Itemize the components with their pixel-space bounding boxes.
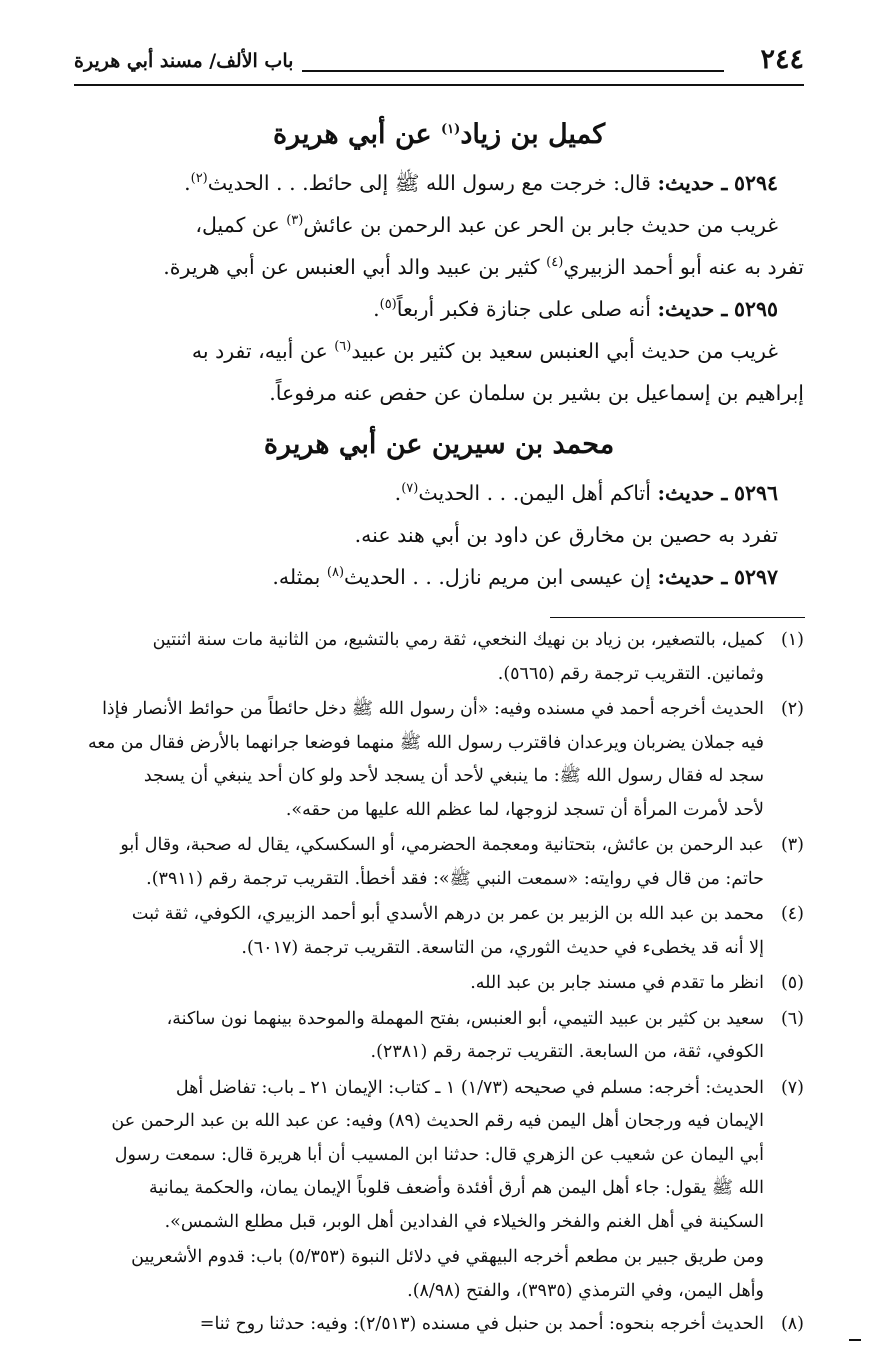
comment-text: كثير بن عبيد والد أبي العنبس عن أبي هريرة. bbox=[163, 255, 547, 279]
comment-text: تفرد به عنه أبو أحمد الزبيري bbox=[563, 255, 804, 279]
footnote-line: فيه جملان يضربان ويرعدان فاقترب رسول الله ﷺ منهما فوضعا جرانهما بالأرض فقال من معه bbox=[88, 732, 764, 753]
hadith-number: ٥٢٩٦ bbox=[733, 481, 778, 505]
hadith-5296-comment bbox=[74, 514, 804, 556]
hadith-keyword: ـ حديث: bbox=[657, 481, 728, 505]
hadith-keyword: ـ حديث: bbox=[657, 565, 728, 589]
footnote-ref[interactable]: (٢) bbox=[190, 171, 208, 187]
hadith-number: ٥٢٩٤ bbox=[733, 171, 778, 195]
main-text bbox=[74, 104, 804, 598]
hadith-keyword: ـ حديث: bbox=[657, 171, 728, 195]
footnote-mark: (٥) bbox=[780, 973, 804, 993]
hadith-5294-comment-cont bbox=[74, 246, 804, 288]
footnote-line: إلا أنه قد يخطىء في حديث الثوري، من التاسعة. التقريب ترجمة (٦٠١٧). bbox=[241, 937, 764, 958]
header-rule bbox=[74, 84, 804, 86]
hadith-5295-comment-cont bbox=[74, 372, 804, 414]
footnote-separator bbox=[550, 617, 805, 618]
footnote-line: الحديث أخرجه أحمد في مسنده وفيه: «أن رسول الله ﷺ دخل حائطاً من حوائط الأنصار فإذا bbox=[102, 699, 764, 719]
footnote-1 bbox=[74, 624, 804, 691]
footnote-line: الكوفي، ثقة، من السابعة. التقريب ترجمة رقم (٢٣٨١). bbox=[370, 1042, 764, 1062]
footnotes bbox=[74, 624, 804, 1344]
section-title-kumayl bbox=[74, 108, 804, 162]
footnote-ref[interactable]: (١) bbox=[441, 122, 461, 137]
footnote-mark: (٣) bbox=[780, 835, 804, 855]
hadith-end: . bbox=[184, 171, 191, 195]
footnote-ref[interactable]: (٨) bbox=[326, 565, 345, 581]
section-title-text: كميل بن زياد bbox=[460, 119, 606, 150]
hadith-5295-comment bbox=[74, 330, 804, 372]
hadith-5296 bbox=[74, 472, 804, 514]
footnote-7-continuation bbox=[74, 1241, 804, 1308]
footnote-4 bbox=[74, 898, 804, 965]
hadith-number: ٥٢٩٧ bbox=[733, 565, 778, 589]
footnote-5 bbox=[74, 967, 804, 1001]
hadith-end: . bbox=[373, 297, 380, 321]
comment-text: إبراهيم بن إسماعيل بن بشير بن سلمان عن حفص عنه مرفوعاً. bbox=[269, 381, 804, 405]
footnote-line: انظر ما تقدم في مسند جابر بن عبد الله. bbox=[470, 973, 764, 993]
footnote-line: ومن طريق جبير بن مطعم أخرجه البيهقي في دلائل النبوة (٥/٣٥٣) باب: قدوم الأشعريين bbox=[131, 1247, 764, 1267]
footnote-ref[interactable]: (٣) bbox=[286, 213, 304, 229]
hadith-text: إن عيسى ابن مريم نازل. . . الحديث bbox=[344, 565, 658, 589]
footnote-line: الإيمان فيه ورجحان أهل اليمن فيه رقم الحديث (٨٩) وفيه: عن عبد الله بن عبد الرحمن عن bbox=[111, 1111, 764, 1131]
hadith-end: . bbox=[394, 481, 402, 505]
footnote-6 bbox=[74, 1003, 804, 1070]
footnote-line: كميل، بالتصغير، بن زياد بن نهيك النخعي، ثقة رمي بالتشيع، من الثانية مات سنة اثنتين bbox=[152, 630, 764, 650]
footnote-ref[interactable]: (٤) bbox=[546, 255, 564, 271]
hadith-end: بمثله. bbox=[272, 565, 327, 589]
section-title-rest: عن أبي هريرة bbox=[272, 119, 442, 150]
footnote-mark: (٨) bbox=[780, 1314, 804, 1334]
footnote-mark: (٢) bbox=[780, 699, 804, 719]
comment-text: تفرد به حصين بن مخارق عن داود بن أبي هند عنه. bbox=[354, 523, 778, 547]
hadith-text: أنه صلى على جنازة فكبر أربعاً bbox=[396, 297, 658, 321]
footnote-mark: (٤) bbox=[780, 904, 804, 924]
corner-mark bbox=[849, 1339, 861, 1341]
footnote-mark: (١) bbox=[780, 630, 804, 650]
comment-text: غريب من حديث جابر بن الحر عن عبد الرحمن بن عائش bbox=[303, 213, 778, 237]
section-title-ibn-sirin: محمد بن سيرين عن أبي هريرة bbox=[263, 429, 615, 460]
footnote-mark: (٦) bbox=[780, 1008, 804, 1029]
footnote-line: وثمانين. التقريب ترجمة رقم (٥٦٦٥). bbox=[497, 663, 764, 684]
page-number: ٢٤٤ bbox=[760, 44, 804, 75]
footnote-line: حاتم: من قال في روايته: «سمعت النبي ﷺ»: فقد أخطأ. التقريب ترجمة رقم (٣٩١١). bbox=[146, 868, 764, 889]
hadith-5297 bbox=[74, 556, 804, 598]
hadith-text: قال: خرجت مع رسول الله ﷺ إلى حائط. . . الحديث bbox=[207, 171, 658, 195]
footnote-ref[interactable]: (٥) bbox=[379, 297, 397, 313]
footnote-3 bbox=[74, 829, 804, 896]
hadith-text: أتاكم أهل اليمن. . . الحديث bbox=[418, 481, 658, 505]
footnote-line: الحديث أخرجه بنحوه: أحمد بن حنبل في مسنده (٢/٥١٣): وفيه: حدثنا روح ثنا= bbox=[199, 1314, 764, 1334]
comment-text: غريب من حديث أبي العنبس سعيد بن كثير بن عبيد bbox=[351, 339, 778, 363]
page-header bbox=[74, 40, 804, 86]
footnote-line: وأهل اليمن، وفي الترمذي (٣٩٣٥)، والفتح (٨/٩٨). bbox=[407, 1280, 764, 1301]
footnote-ref[interactable]: (٧) bbox=[401, 481, 419, 497]
header-dash bbox=[302, 70, 724, 72]
footnote-ref[interactable]: (٦) bbox=[334, 339, 352, 355]
footnote-line: السكينة في أهل الغنم والفخر والخيلاء في الفدادين أهل الوبر، قبل مطلع الشمس». bbox=[164, 1211, 764, 1232]
running-title: باب الألف/ مسند أبي هريرة bbox=[74, 50, 294, 72]
footnote-line: لأحد لأمرت المرأة أن تسجد لزوجها، لما عظم الله عليها من حقه». bbox=[285, 799, 764, 820]
hadith-number: ٥٢٩٥ bbox=[733, 297, 778, 321]
footnote-line: أبي اليمان عن شعيب عن الزهري قال: حدثنا ابن المسيب أن أبا هريرة قال: سمعت رسول bbox=[114, 1144, 764, 1165]
footnote-8 bbox=[74, 1308, 804, 1342]
footnote-line: الحديث: أخرجه: مسلم في صحيحه (١/٧٣) ١ ـ كتاب: الإيمان ٢١ ـ باب: تفاضل أهل bbox=[175, 1077, 764, 1098]
footnote-mark: (٧) bbox=[780, 1077, 804, 1098]
footnote-line: عبد الرحمن بن عائش، بتحتانية ومعجمة الحضرمي، أو السكسكي، يقال له صحبة، وقال أبو bbox=[120, 835, 764, 855]
footnote-line: محمد بن عبد الله بن الزبير بن عمر بن درهم الأسدي أبو أحمد الزبيري، الكوفي، ثقة ثبت bbox=[131, 904, 764, 924]
footnote-line: سجد له فقال رسول الله ﷺ: ما ينبغي لأحد أن يسجد لأحد ولو كان أحد ينبغي أن يسجد bbox=[143, 766, 764, 786]
comment-text: عن أبيه، تفرد به bbox=[191, 339, 335, 363]
hadith-5294-comment bbox=[74, 204, 804, 246]
footnote-7 bbox=[74, 1072, 804, 1240]
comment-text: عن كميل، bbox=[195, 213, 287, 237]
footnote-line: سعيد بن كثير بن عبيد التيمي، أبو العنبس، بفتح المهملة والموحدة بينهما نون ساكنة، bbox=[166, 1008, 764, 1029]
hadith-5295 bbox=[74, 288, 804, 330]
hadith-5294 bbox=[74, 162, 804, 204]
hadith-keyword: ـ حديث: bbox=[657, 297, 728, 321]
footnote-line: الله ﷺ يقول: جاء أهل اليمن هم أرق أفئدة وأضعف قلوباً الإيمان يمان، والحكمة يمانية bbox=[149, 1178, 764, 1198]
footnote-2 bbox=[74, 693, 804, 827]
